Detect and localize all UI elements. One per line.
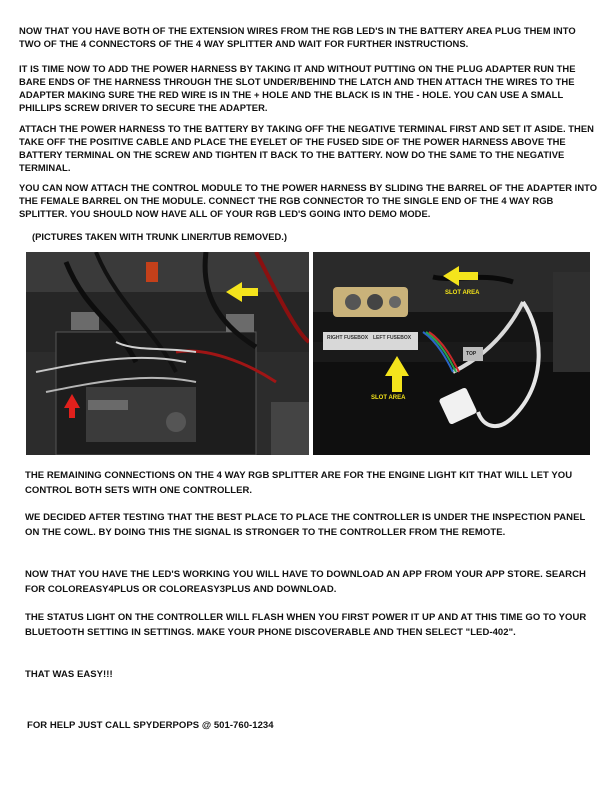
right-fusebox-label: RIGHT FUSEBOX xyxy=(327,335,369,341)
photo-caption: (PICTURES TAKEN WITH TRUNK LINER/TUB REMOVED.) xyxy=(32,231,288,242)
instruction-paragraph-5: THE REMAINING CONNECTIONS ON THE 4 WAY RGB SPLITTER ARE FOR THE ENGINE LIGHT KIT THAT WILL LET YOU CONTROL BOTH SETS WITH ONE CONTROLLER. xyxy=(25,470,573,496)
instruction-paragraph-7: NOW THAT YOU HAVE THE LED'S WORKING YOU WILL HAVE TO DOWNLOAD AN APP FROM YOUR APP STORE. SEARCH FOR COLOREASY4PLUS OR COLOREASY3PLUS AND DOWNLOAD. xyxy=(25,569,586,595)
help-contact-line: FOR HELP JUST CALL SPYDERPOPS @ 501-760-1234 xyxy=(27,720,274,731)
instruction-paragraph-8: THE STATUS LIGHT ON THE CONTROLLER WILL FLASH WHEN YOU FIRST POWER IT UP AND AT THIS TIME GO TO YOUR BLUETOOTH SETTING IN SETTINGS. MAKE YOUR PHONE DISCOVERABLE AND THEN SELECT "LED-402". xyxy=(25,612,587,638)
instruction-paragraph-2: IT IS TIME NOW TO ADD THE POWER HARNESS BY TAKING IT AND WITHOUT PUTTING ON THE PLUG ADAPTER RUN THE BARE ENDS OF THE HARNESS THROUGH THE SLOT UNDER/BEHIND THE LATCH AND THEN ATTACH THE WIRES TO THE ADAPTER MAKING SURE THE RED WIRE IS IN THE + HOLE AND THE BLACK IS IN THE - HOLE. YOU CAN USE A SMALL PHILLIPS SCREW DRIVER TO SECURE THE ADAPTER. xyxy=(19,63,576,113)
left-fusebox-label: LEFT FUSEBOX xyxy=(373,335,412,341)
slot-area-illustration xyxy=(313,252,590,455)
battery-area-photo xyxy=(26,252,309,455)
top-label: TOP xyxy=(466,351,477,357)
instruction-paragraph-4: YOU CAN NOW ATTACH THE CONTROL MODULE TO THE POWER HARNESS BY SLIDING THE BARREL OF THE ADAPTER INTO THE FEMALE BARREL ON THE MODULE. CONNECT THE RGB CONNECTOR TO THE SINGLE END OF THE 4 WAY RGB SPLITTER. YOU SHOULD NOW HAVE ALL OF YOUR RGB LED'S GOING INTO DEMO MODE. xyxy=(19,182,598,219)
slot-area-label-bottom: SLOT AREA xyxy=(371,395,406,401)
instruction-paragraph-6: WE DECIDED AFTER TESTING THAT THE BEST PLACE TO PLACE THE CONTROLLER IS UNDER THE INSPECTION PANEL ON THE COWL. BY DOING THIS THE SIGNAL IS STRONGER TO THE CONTROLLER FROM THE REMOTE. xyxy=(25,512,586,538)
closing-line: THAT WAS EASY!!! xyxy=(25,669,113,680)
slot-area-photo xyxy=(313,252,590,455)
slot-area-label-top: SLOT AREA xyxy=(445,290,480,296)
battery-area-illustration xyxy=(26,252,309,455)
instruction-paragraph-3: ATTACH THE POWER HARNESS TO THE BATTERY BY TAKING OFF THE NEGATIVE TERMINAL FIRST AND SET IT ASIDE. THEN TAKE OFF THE POSITIVE CABLE AND PLACE THE EYELET OF THE FUSED SIDE OF THE POWER HARNESS ABOVE THE BATTERY TERMINAL ON THE SCREW AND TIGHTEN IT BACK TO THE BATTERY. NOW DO THE SAME TO THE NEGATIVE TERMINAL. xyxy=(19,123,594,173)
instruction-paragraph-1: NOW THAT YOU HAVE BOTH OF THE EXTENSION WIRES FROM THE RGB LED'S IN THE BATTERY AREA PLUG THEM INTO TWO OF THE 4 CONNECTORS OF THE 4 WAY SPLITTER AND WAIT FOR FURTHER INSTRUCTIONS. xyxy=(19,25,576,49)
